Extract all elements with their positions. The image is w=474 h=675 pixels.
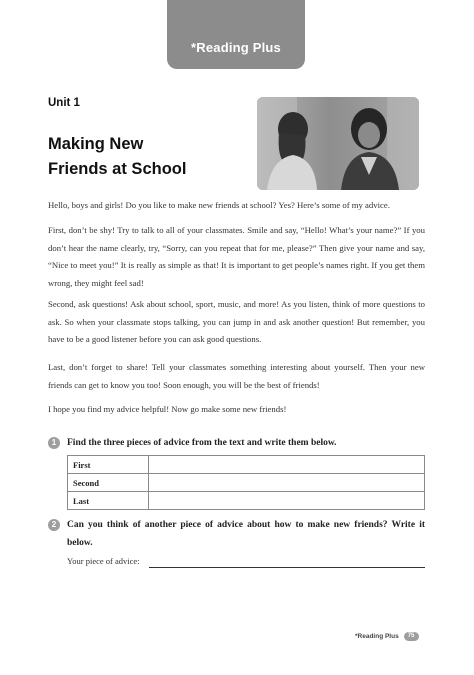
question-2 xyxy=(48,516,425,552)
paragraph-last: Last, don’t forget to share! Tell your classmates something interesting about yourself. Then your new friends can get to know you too! Soon enough, you will be the best of friends! xyxy=(48,362,425,390)
table-row xyxy=(68,474,425,492)
question-number-badge: 1 xyxy=(48,437,60,449)
piece-of-advice-label: Your piece of advice: xyxy=(67,556,140,566)
answer-cell[interactable] xyxy=(149,456,425,474)
title-line-2: Friends at School xyxy=(48,160,187,178)
question-text: Can you think of another piece of advice about how to make new friends? Write it below. xyxy=(67,520,425,548)
table-row xyxy=(68,456,425,474)
row-label: Last xyxy=(68,492,149,510)
unit-label: Unit 1 xyxy=(48,97,80,109)
page-title xyxy=(48,132,248,182)
paragraph-first: First, don’t be shy! Try to talk to all of your classmates. Smile and say, “Hello! What’s your name?” If you don’t hear the name clearly, try, “Sorry, can you repeat that for me, please?” Then give your name and say, “Nice to meet you!” It is really as simple as that! It is important to get people’s names right. If you get them wrong, they might feel sad! xyxy=(48,225,425,288)
paragraph-intro: Hello, boys and girls! Do you like to make new friends at school? Yes? Here’s some of my advice. xyxy=(48,200,390,210)
title-line-1: Making New xyxy=(48,135,144,153)
question-text: Find the three pieces of advice from the text and write them below. xyxy=(67,438,337,448)
answer-cell[interactable] xyxy=(149,474,425,492)
page-footer xyxy=(355,632,419,641)
row-label: First xyxy=(68,456,149,474)
paragraph-second: Second, ask questions! Ask about school, sport, music, and more! As you listen, think of more questions to ask. So when your classmate stops talking, you can jump in and ask another question! But remember, you have to be a good listener before you can ask good questions. xyxy=(48,299,425,344)
piece-of-advice-field xyxy=(67,556,425,570)
page-number: 75 xyxy=(404,632,419,641)
section-tab: *Reading Plus xyxy=(167,0,305,69)
footer-label: *Reading Plus xyxy=(355,633,399,641)
question-1 xyxy=(48,434,425,452)
table-row xyxy=(68,492,425,510)
advice-table xyxy=(67,455,425,510)
answer-cell[interactable] xyxy=(149,492,425,510)
answer-line[interactable] xyxy=(149,567,425,568)
question-number-badge: 2 xyxy=(48,519,60,531)
students-photo xyxy=(257,97,419,190)
row-label: Second xyxy=(68,474,149,492)
paragraph-closing: I hope you find my advice helpful! Now go make some new friends! xyxy=(48,404,287,414)
